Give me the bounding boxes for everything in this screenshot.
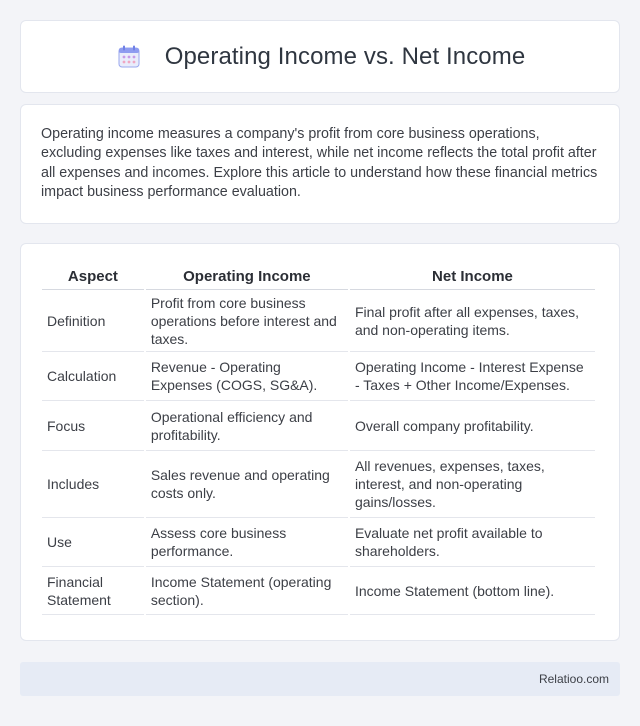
table-row: [42, 352, 595, 401]
title-card: [20, 20, 620, 93]
aspect-cell: Includes: [42, 451, 144, 518]
table-row: [42, 290, 595, 352]
page-title: Operating Income vs. Net Income: [164, 42, 526, 70]
operating-income-cell: Profit from core business operations before interest and taxes.: [146, 290, 348, 352]
table-row: [42, 401, 595, 451]
net-income-cell: Evaluate net profit available to shareholders.: [350, 518, 595, 567]
operating-income-cell: Assess core business performance.: [146, 518, 348, 567]
net-income-cell: Overall company profitability.: [350, 401, 595, 451]
intro-card: [20, 104, 620, 224]
aspect-cell: Financial Statement: [42, 567, 144, 615]
aspect-cell: Focus: [42, 401, 144, 451]
net-income-cell: Final profit after all expenses, taxes, and non-operating items.: [350, 290, 595, 352]
table-row: [42, 567, 595, 615]
comparison-table: [40, 264, 597, 615]
header-aspect: Aspect: [42, 264, 144, 290]
net-income-cell: Operating Income - Interest Expense - Taxes + Other Income/Expenses.: [350, 352, 595, 401]
operating-income-cell: Revenue - Operating Expenses (COGS, SG&A).: [146, 352, 348, 401]
net-income-cell: Income Statement (bottom line).: [350, 567, 595, 615]
table-row: [42, 518, 595, 567]
header-operating-income: Operating Income: [146, 264, 348, 290]
header-net-income: Net Income: [350, 264, 595, 290]
operating-income-cell: Income Statement (operating section).: [146, 567, 348, 615]
comparison-table-card: [20, 243, 620, 641]
table-header-row: [42, 264, 595, 290]
footer: [20, 662, 620, 696]
aspect-cell: Calculation: [42, 352, 144, 401]
operating-income-cell: Sales revenue and operating costs only.: [146, 451, 348, 518]
calendar-icon: [115, 43, 143, 71]
net-income-cell: All revenues, expenses, taxes, interest, and non-operating gains/losses.: [350, 451, 595, 518]
table-row: [42, 451, 595, 518]
aspect-cell: Definition: [42, 290, 144, 352]
footer-brand: Relatioo.com: [538, 672, 609, 686]
aspect-cell: Use: [42, 518, 144, 567]
intro-text: Operating income measures a company's profit from core business operations, excluding expenses like taxes and interest, while net income reflects the total profit after all expenses and incomes. Explore this article to understand how these financial metrics impact business performance evaluation.: [41, 126, 598, 200]
operating-income-cell: Operational efficiency and profitability.: [146, 401, 348, 451]
